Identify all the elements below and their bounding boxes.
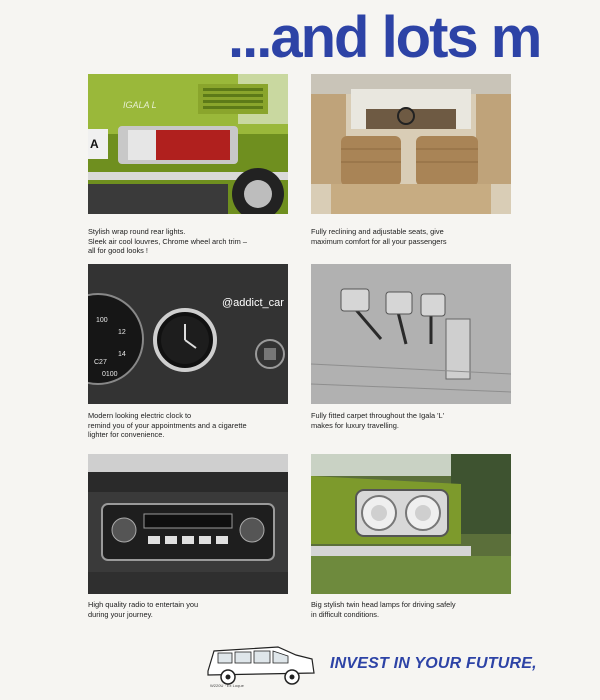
headline: ...and lots m <box>228 5 541 70</box>
photo-clock <box>88 264 288 404</box>
photo-seats <box>311 74 511 214</box>
caption-clock: Modern looking electric clock to remind you of your appointments and a cigarette lighter for convenience. <box>88 411 247 440</box>
car-model-label: W220U · Ex Loque <box>210 683 244 688</box>
svg-text:IGALA L: IGALA L <box>123 100 157 110</box>
caption-seats: Fully reclining and adjustable seats, give maximum comfort for all your passengers <box>311 227 447 246</box>
svg-text:0100: 0100 <box>102 371 118 378</box>
svg-text:A: A <box>90 137 99 151</box>
caption-headlamps: Big stylish twin head lamps for driving safely in difficult conditions. <box>311 600 456 619</box>
svg-text:100: 100 <box>96 317 108 324</box>
photo-radio <box>88 454 288 594</box>
caption-carpet: Fully fitted carpet throughout the Igala 'L' makes for luxury travelling. <box>311 411 445 430</box>
svg-text:12: 12 <box>118 329 126 336</box>
clock-image <box>88 264 288 404</box>
headlamps-image <box>311 454 511 594</box>
watermark: @addict_car <box>222 297 284 309</box>
carpet-image <box>311 264 511 404</box>
photo-headlamps <box>311 454 511 594</box>
rear-lights-image <box>88 74 288 214</box>
caption-rear-lights: Stylish wrap round rear lights. Sleek air cool louvres, Chrome wheel arch trim – all for good looks ! <box>88 227 247 256</box>
photo-rear-lights <box>88 74 288 214</box>
radio-image <box>88 454 288 594</box>
svg-text:C27: C27 <box>94 359 107 366</box>
slogan: INVEST IN YOUR FUTURE, <box>330 655 537 672</box>
seats-image <box>311 74 511 214</box>
caption-radio: High quality radio to entertain you during your journey. <box>88 600 199 619</box>
svg-text:14: 14 <box>118 351 126 358</box>
photo-carpet <box>311 264 511 404</box>
